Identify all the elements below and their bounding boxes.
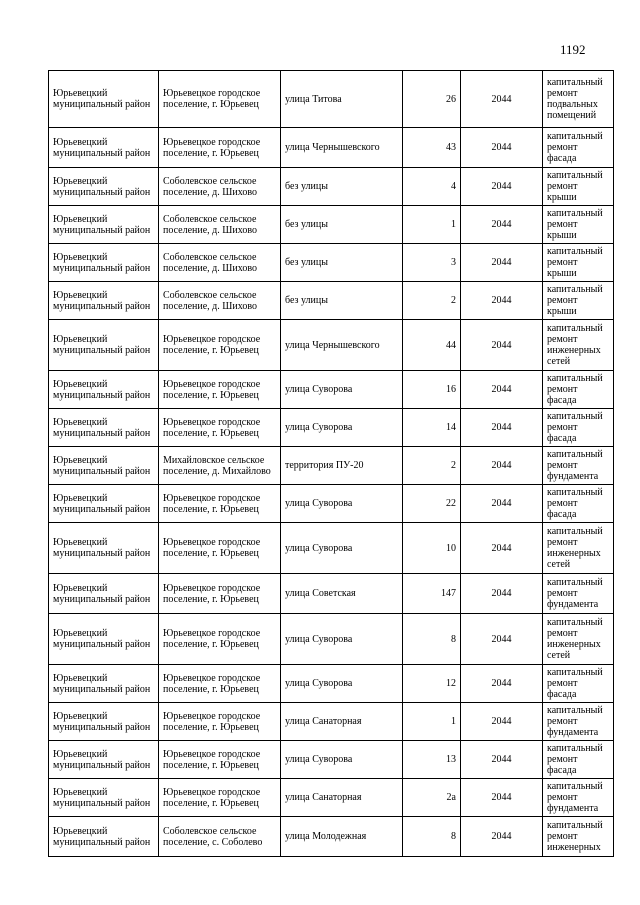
street-cell: улица Суворова [281, 485, 403, 523]
year-cell: 2044 [461, 703, 543, 741]
work-type-cell: капитальный ремонт фундамента [543, 574, 614, 614]
house-number-cell: 22 [403, 485, 461, 523]
year-cell: 2044 [461, 320, 543, 371]
year-cell: 2044 [461, 779, 543, 817]
house-number-cell: 1 [403, 206, 461, 244]
settlement-cell: Юрьевецкое городское поселение, г. Юрьевец [159, 71, 281, 128]
year-cell: 2044 [461, 523, 543, 574]
work-type-cell: капитальный ремонт фасада [543, 741, 614, 779]
work-type-cell: капитальный ремонт крыши [543, 282, 614, 320]
year-cell: 2044 [461, 447, 543, 485]
work-type-cell: капитальный ремонт фасада [543, 665, 614, 703]
settlement-cell: Юрьевецкое городское поселение, г. Юрьевец [159, 371, 281, 409]
table-row [49, 371, 614, 409]
settlement-cell: Юрьевецкое городское поселение, г. Юрьевец [159, 741, 281, 779]
settlement-cell: Юрьевецкое городское поселение, г. Юрьевец [159, 128, 281, 168]
street-cell: улица Санаторная [281, 703, 403, 741]
table-row [49, 779, 614, 817]
district-cell: Юрьевецкий муниципальный район [49, 320, 159, 371]
table-row [49, 614, 614, 665]
district-cell: Юрьевецкий муниципальный район [49, 244, 159, 282]
settlement-cell: Юрьевецкое городское поселение, г. Юрьевец [159, 485, 281, 523]
year-cell: 2044 [461, 485, 543, 523]
year-cell: 2044 [461, 244, 543, 282]
district-cell: Юрьевецкий муниципальный район [49, 128, 159, 168]
street-cell: без улицы [281, 206, 403, 244]
street-cell: улица Чернышевского [281, 320, 403, 371]
table-row [49, 447, 614, 485]
settlement-cell: Юрьевецкое городское поселение, г. Юрьевец [159, 614, 281, 665]
work-type-cell: капитальный ремонт инженерных сетей [543, 614, 614, 665]
house-number-cell: 147 [403, 574, 461, 614]
house-number-cell: 8 [403, 817, 461, 857]
district-cell: Юрьевецкий муниципальный район [49, 206, 159, 244]
settlement-cell: Соболевское сельское поселение, д. Шихово [159, 206, 281, 244]
work-type-cell: капитальный ремонт инженерных сетей [543, 320, 614, 371]
work-type-cell: капитальный ремонт фасада [543, 128, 614, 168]
work-type-cell: капитальный ремонт фундамента [543, 447, 614, 485]
street-cell: без улицы [281, 244, 403, 282]
year-cell: 2044 [461, 168, 543, 206]
settlement-cell: Юрьевецкое городское поселение, г. Юрьевец [159, 523, 281, 574]
settlement-cell: Соболевское сельское поселение, д. Шихово [159, 282, 281, 320]
district-cell: Юрьевецкий муниципальный район [49, 523, 159, 574]
work-type-cell: капитальный ремонт фасада [543, 371, 614, 409]
settlement-cell: Соболевское сельское поселение, с. Соболево [159, 817, 281, 857]
table-row [49, 168, 614, 206]
repair-schedule-table [48, 70, 614, 857]
year-cell: 2044 [461, 371, 543, 409]
street-cell: улица Суворова [281, 371, 403, 409]
table-row [49, 71, 614, 128]
house-number-cell: 3 [403, 244, 461, 282]
house-number-cell: 4 [403, 168, 461, 206]
settlement-cell: Соболевское сельское поселение, д. Шихово [159, 244, 281, 282]
district-cell: Юрьевецкий муниципальный район [49, 779, 159, 817]
district-cell: Юрьевецкий муниципальный район [49, 703, 159, 741]
district-cell: Юрьевецкий муниципальный район [49, 614, 159, 665]
house-number-cell: 16 [403, 371, 461, 409]
year-cell: 2044 [461, 741, 543, 779]
year-cell: 2044 [461, 665, 543, 703]
house-number-cell: 44 [403, 320, 461, 371]
house-number-cell: 8 [403, 614, 461, 665]
street-cell: улица Титова [281, 71, 403, 128]
district-cell: Юрьевецкий муниципальный район [49, 447, 159, 485]
table-row [49, 128, 614, 168]
house-number-cell: 2 [403, 447, 461, 485]
street-cell: без улицы [281, 282, 403, 320]
table-row [49, 741, 614, 779]
settlement-cell: Юрьевецкое городское поселение, г. Юрьевец [159, 665, 281, 703]
work-type-cell: капитальный ремонт фасада [543, 409, 614, 447]
year-cell: 2044 [461, 574, 543, 614]
work-type-cell: капитальный ремонт инженерных сетей [543, 523, 614, 574]
table-body [49, 71, 614, 857]
house-number-cell: 14 [403, 409, 461, 447]
house-number-cell: 12 [403, 665, 461, 703]
street-cell: улица Советская [281, 574, 403, 614]
house-number-cell: 43 [403, 128, 461, 168]
settlement-cell: Юрьевецкое городское поселение, г. Юрьевец [159, 703, 281, 741]
table-row [49, 282, 614, 320]
table-row [49, 320, 614, 371]
street-cell: улица Чернышевского [281, 128, 403, 168]
district-cell: Юрьевецкий муниципальный район [49, 282, 159, 320]
table-row [49, 485, 614, 523]
settlement-cell: Соболевское сельское поселение, д. Шихово [159, 168, 281, 206]
year-cell: 2044 [461, 282, 543, 320]
district-cell: Юрьевецкий муниципальный район [49, 409, 159, 447]
year-cell: 2044 [461, 206, 543, 244]
house-number-cell: 1 [403, 703, 461, 741]
district-cell: Юрьевецкий муниципальный район [49, 168, 159, 206]
table-row [49, 244, 614, 282]
work-type-cell: капитальный ремонт крыши [543, 168, 614, 206]
table-row [49, 665, 614, 703]
work-type-cell: капитальный ремонт подвальных помещений [543, 71, 614, 128]
street-cell: улица Суворова [281, 523, 403, 574]
district-cell: Юрьевецкий муниципальный район [49, 574, 159, 614]
year-cell: 2044 [461, 614, 543, 665]
street-cell: территория ПУ-20 [281, 447, 403, 485]
year-cell: 2044 [461, 817, 543, 857]
street-cell: улица Суворова [281, 741, 403, 779]
year-cell: 2044 [461, 409, 543, 447]
house-number-cell: 26 [403, 71, 461, 128]
district-cell: Юрьевецкий муниципальный район [49, 71, 159, 128]
page-number: 1192 [560, 42, 586, 57]
work-type-cell: капитальный ремонт фундамента [543, 779, 614, 817]
table-row [49, 409, 614, 447]
settlement-cell: Юрьевецкое городское поселение, г. Юрьевец [159, 320, 281, 371]
street-cell: улица Молодежная [281, 817, 403, 857]
settlement-cell: Юрьевецкое городское поселение, г. Юрьевец [159, 779, 281, 817]
street-cell: без улицы [281, 168, 403, 206]
year-cell: 2044 [461, 71, 543, 128]
table-row [49, 206, 614, 244]
street-cell: улица Санаторная [281, 779, 403, 817]
table-row [49, 817, 614, 857]
work-type-cell: капитальный ремонт крыши [543, 244, 614, 282]
work-type-cell: капитальный ремонт инженерных [543, 817, 614, 857]
year-cell: 2044 [461, 128, 543, 168]
district-cell: Юрьевецкий муниципальный район [49, 665, 159, 703]
district-cell: Юрьевецкий муниципальный район [49, 485, 159, 523]
street-cell: улица Суворова [281, 665, 403, 703]
house-number-cell: 2а [403, 779, 461, 817]
table-row [49, 523, 614, 574]
house-number-cell: 2 [403, 282, 461, 320]
district-cell: Юрьевецкий муниципальный район [49, 371, 159, 409]
district-cell: Юрьевецкий муниципальный район [49, 817, 159, 857]
table-row [49, 574, 614, 614]
street-cell: улица Суворова [281, 614, 403, 665]
table-row [49, 703, 614, 741]
settlement-cell: Юрьевецкое городское поселение, г. Юрьевец [159, 409, 281, 447]
house-number-cell: 10 [403, 523, 461, 574]
work-type-cell: капитальный ремонт крыши [543, 206, 614, 244]
work-type-cell: капитальный ремонт фасада [543, 485, 614, 523]
work-type-cell: капитальный ремонт фундамента [543, 703, 614, 741]
settlement-cell: Михайловское сельское поселение, д. Михайлово [159, 447, 281, 485]
settlement-cell: Юрьевецкое городское поселение, г. Юрьевец [159, 574, 281, 614]
street-cell: улица Суворова [281, 409, 403, 447]
house-number-cell: 13 [403, 741, 461, 779]
district-cell: Юрьевецкий муниципальный район [49, 741, 159, 779]
